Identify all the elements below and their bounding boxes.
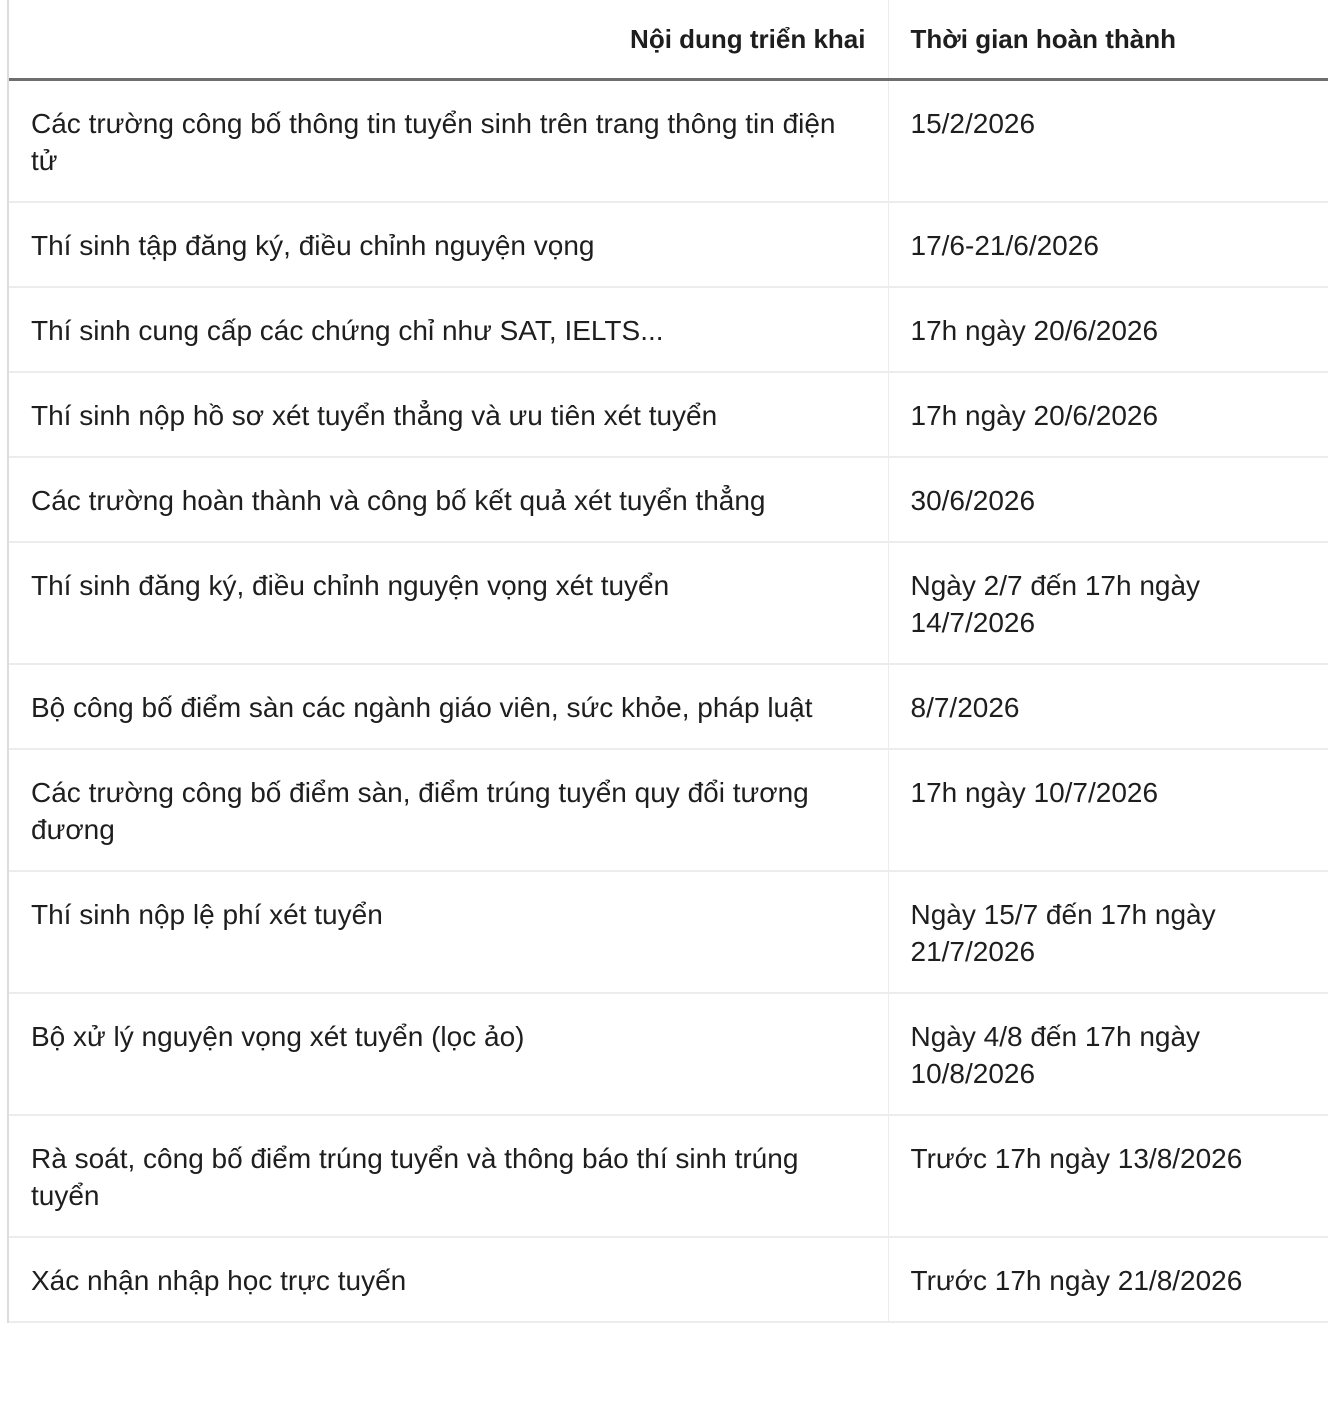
deadline-cell: 8/7/2026 — [888, 664, 1328, 749]
task-cell: Các trường công bố điểm sàn, điểm trúng tuyển quy đổi tương đương — [9, 749, 888, 871]
task-cell: Các trường hoàn thành và công bố kết quả xét tuyển thẳng — [9, 457, 888, 542]
task-cell: Rà soát, công bố điểm trúng tuyển và thông báo thí sinh trúng tuyển — [9, 1115, 888, 1237]
deadline-cell: Ngày 2/7 đến 17h ngày 14/7/2026 — [888, 542, 1328, 664]
deadline-cell: 15/2/2026 — [888, 80, 1328, 203]
schedule-table — [9, 0, 1328, 1323]
table-row — [9, 202, 1328, 287]
task-cell: Bộ công bố điểm sàn các ngành giáo viên, sức khỏe, pháp luật — [9, 664, 888, 749]
task-cell: Thí sinh tập đăng ký, điều chỉnh nguyện vọng — [9, 202, 888, 287]
table-row — [9, 457, 1328, 542]
deadline-cell: 17/6-21/6/2026 — [888, 202, 1328, 287]
deadline-cell: 30/6/2026 — [888, 457, 1328, 542]
table-row — [9, 664, 1328, 749]
task-cell: Thí sinh nộp lệ phí xét tuyển — [9, 871, 888, 993]
deadline-cell: Trước 17h ngày 21/8/2026 — [888, 1237, 1328, 1322]
table-row — [9, 749, 1328, 871]
header-task: Nội dung triển khai — [9, 0, 888, 80]
task-cell: Xác nhận nhập học trực tuyến — [9, 1237, 888, 1322]
deadline-cell: 17h ngày 10/7/2026 — [888, 749, 1328, 871]
table-header-row — [9, 0, 1328, 80]
task-cell: Thí sinh nộp hồ sơ xét tuyển thẳng và ưu tiên xét tuyển — [9, 372, 888, 457]
table-row — [9, 80, 1328, 203]
deadline-cell: Ngày 15/7 đến 17h ngày 21/7/2026 — [888, 871, 1328, 993]
deadline-cell: 17h ngày 20/6/2026 — [888, 287, 1328, 372]
task-cell: Thí sinh cung cấp các chứng chỉ như SAT, IELTS... — [9, 287, 888, 372]
task-cell: Bộ xử lý nguyện vọng xét tuyển (lọc ảo) — [9, 993, 888, 1115]
deadline-cell: 17h ngày 20/6/2026 — [888, 372, 1328, 457]
table-row — [9, 993, 1328, 1115]
table-row — [9, 287, 1328, 372]
task-cell: Thí sinh đăng ký, điều chỉnh nguyện vọng xét tuyển — [9, 542, 888, 664]
table-row — [9, 542, 1328, 664]
deadline-cell: Ngày 4/8 đến 17h ngày 10/8/2026 — [888, 993, 1328, 1115]
schedule-table-container — [7, 0, 1328, 1323]
deadline-cell: Trước 17h ngày 13/8/2026 — [888, 1115, 1328, 1237]
task-cell: Các trường công bố thông tin tuyển sinh trên trang thông tin điện tử — [9, 80, 888, 203]
table-row — [9, 372, 1328, 457]
header-deadline: Thời gian hoàn thành — [888, 0, 1328, 80]
table-row — [9, 1115, 1328, 1237]
table-row — [9, 1237, 1328, 1322]
table-row — [9, 871, 1328, 993]
